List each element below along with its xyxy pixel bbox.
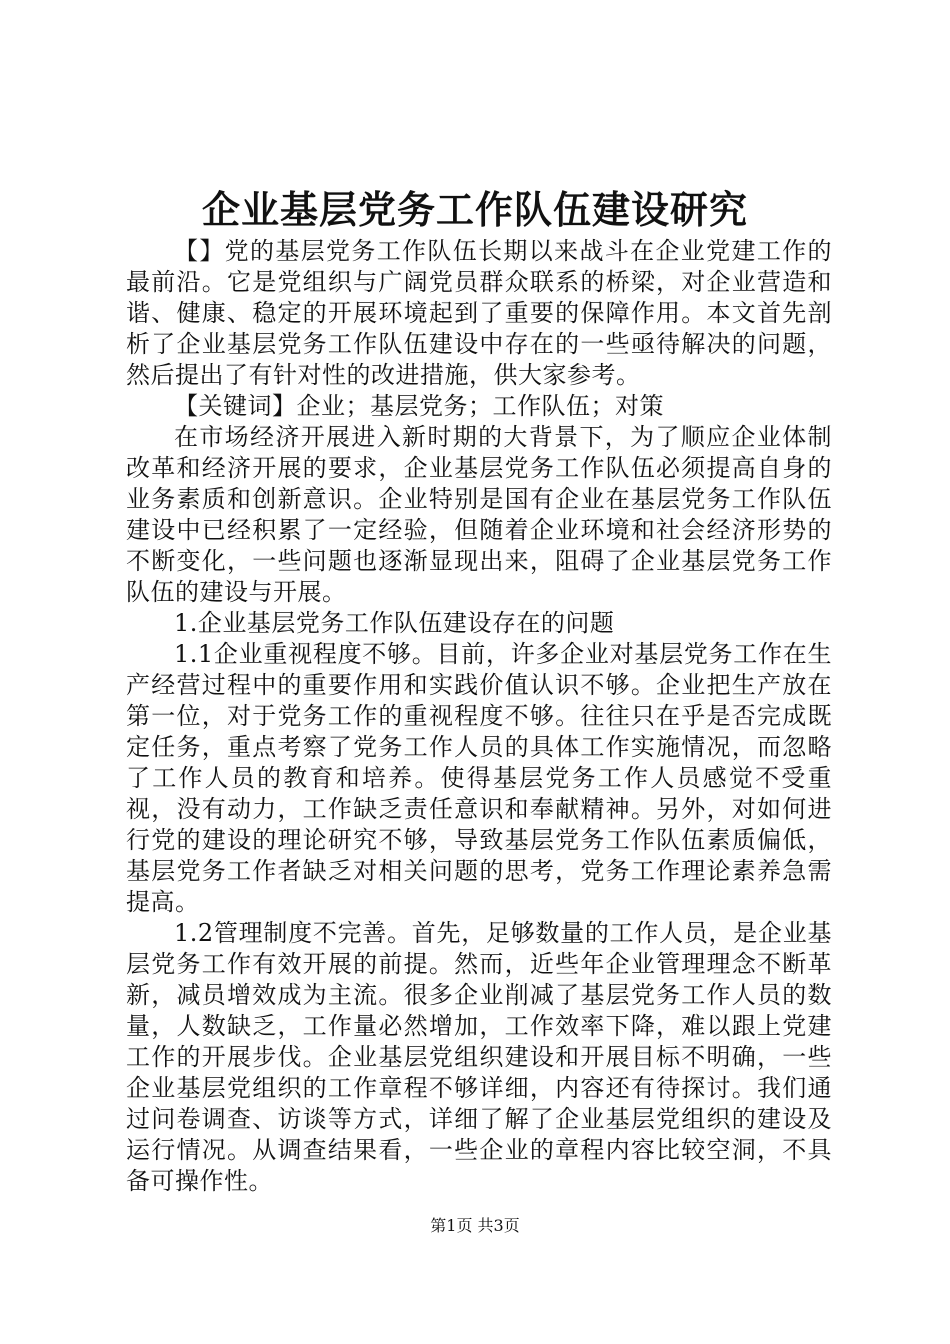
abstract-paragraph: 【】党的基层党务工作队伍长期以来战斗在企业党建工作的最前沿。它是党组织与广阔党员群众联系的桥梁，对企业营造和谐、健康、稳定的开展环境起到了重要的保障作用。本文首先剖析了企业基层党务工作队伍建设中存在的一些亟待解决的问题，然后提出了有针对性的改进措施，供大家参考。 bbox=[126, 237, 832, 389]
subsection-paragraph: 1.2管理制度不完善。首先，足够数量的工作人员，是企业基层党务工作有效开展的前提。然而，近些年企业管理理念不断革新，减员增效成为主流。很多企业削减了基层党务工作人员的数量，人数缺乏，工作量必然增加，工作效率下降，难以跟上党建工作的开展步伐。企业基层党组织建设和开展目标不明确，一些企业基层党组织的工作章程不够详细，内容还有待探讨。我们通过问卷调查、访谈等方式，详细了解了企业基层党组织的建设及运行情况。从调查结果看，一些企业的章程内容比较空洞，不具备可操作性。 bbox=[126, 919, 832, 1195]
section-heading: 1.企业基层党务工作队伍建设存在的问题 bbox=[174, 609, 615, 637]
subsection-paragraph: 1.1企业重视程度不够。目前，许多企业对基层党务工作在生产经营过程中的重要作用和实践价值认识不够。企业把生产放在第一位，对于党务工作的重视程度不够。往往只在乎是否完成既定任务，重点考察了党务工作人员的具体工作实施情况，而忽略了工作人员的教育和培养。使得基层党务工作人员感觉不受重视，没有动力，工作缺乏责任意识和奉献精神。另外，对如何进行党的建设的理论研究不够，导致基层党务工作队伍素质偏低，基层党务工作者缺乏对相关问题的思考，党务工作理论素养急需提高。 bbox=[126, 640, 832, 916]
intro-paragraph: 在市场经济开展进入新时期的大背景下，为了顺应企业体制改革和经济开展的要求，企业基层党务工作队伍必须提高自身的业务素质和创新意识。企业特别是国有企业在基层党务工作队伍建设中已经积累了一定经验，但随着企业环境和社会经济形势的不断变化，一些问题也逐渐显现出来，阻碍了企业基层党务工作队伍的建设与开展。 bbox=[126, 423, 832, 606]
page-number: 第1页 共3页 bbox=[430, 1216, 520, 1235]
document-body bbox=[126, 236, 832, 1197]
document-title: 企业基层党务工作队伍建设研究 bbox=[201, 187, 748, 232]
keywords-paragraph: 【关键词】企业；基层党务；工作队伍；对策 bbox=[174, 392, 664, 420]
